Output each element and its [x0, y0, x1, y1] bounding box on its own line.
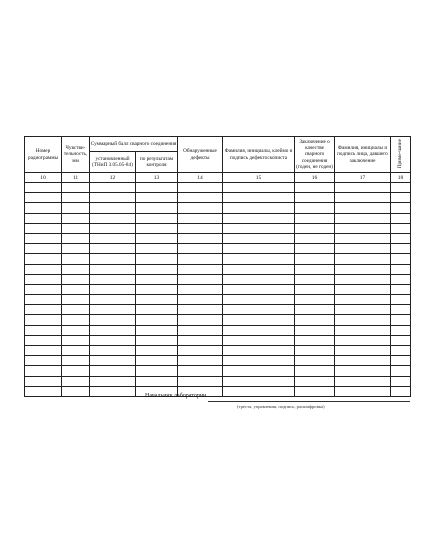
table-cell[interactable] [295, 315, 335, 325]
table-cell[interactable] [295, 305, 335, 315]
table-cell[interactable] [136, 335, 178, 345]
table-cell[interactable] [25, 183, 62, 193]
table-cell[interactable] [223, 183, 295, 193]
table-cell[interactable] [136, 193, 178, 203]
table-cell[interactable] [25, 233, 62, 243]
table-cell[interactable] [295, 244, 335, 254]
table-cell[interactable] [25, 223, 62, 233]
table-cell[interactable] [391, 183, 411, 193]
column-number: 17 [335, 173, 391, 183]
table-cell[interactable] [25, 366, 62, 376]
table-cell[interactable] [335, 233, 391, 243]
table-cell[interactable] [178, 305, 223, 315]
column-number: 10 [25, 173, 62, 183]
table-cell[interactable] [62, 183, 90, 193]
table-cell[interactable] [90, 274, 136, 284]
table-cell[interactable] [335, 264, 391, 274]
radiography-log-table [24, 136, 411, 397]
table-cell[interactable] [90, 264, 136, 274]
table-cell[interactable] [62, 325, 90, 335]
table-cell[interactable] [136, 264, 178, 274]
table-cell[interactable] [335, 274, 391, 284]
table-row [25, 366, 411, 376]
table-cell[interactable] [391, 325, 411, 335]
table-cell[interactable] [62, 223, 90, 233]
table-cell[interactable] [25, 193, 62, 203]
table-cell[interactable] [90, 315, 136, 325]
table-row [25, 335, 411, 345]
table-cell[interactable] [335, 295, 391, 305]
table-cell[interactable] [62, 295, 90, 305]
table-cell[interactable] [295, 366, 335, 376]
table-cell[interactable] [178, 223, 223, 233]
table-cell[interactable] [90, 203, 136, 213]
table-cell[interactable] [90, 233, 136, 243]
table-cell[interactable] [25, 244, 62, 254]
table-cell[interactable] [223, 295, 295, 305]
table-cell[interactable] [335, 376, 391, 386]
table-cell[interactable] [62, 233, 90, 243]
header-conclusion-quality: Заключение о качестве сварного соединения (годен, не годен) [295, 137, 335, 173]
table-cell[interactable] [136, 244, 178, 254]
table-cell[interactable] [295, 335, 335, 345]
table-cell[interactable] [178, 346, 223, 356]
column-number: 16 [295, 173, 335, 183]
table-cell[interactable] [62, 213, 90, 223]
table-cell[interactable] [391, 213, 411, 223]
table-cell[interactable] [90, 386, 136, 396]
table-cell[interactable] [136, 203, 178, 213]
table-cell[interactable] [62, 335, 90, 345]
table-cell[interactable] [391, 335, 411, 345]
table-cell[interactable] [25, 213, 62, 223]
table-cell[interactable] [391, 193, 411, 203]
table-cell[interactable] [223, 274, 295, 284]
table-cell[interactable] [25, 386, 62, 396]
table-cell[interactable] [391, 223, 411, 233]
table-row [25, 213, 411, 223]
table-cell[interactable] [223, 366, 295, 376]
table-cell[interactable] [62, 264, 90, 274]
table-cell[interactable] [391, 264, 411, 274]
column-number: 18 [391, 173, 411, 183]
column-number: 11 [62, 173, 90, 183]
table-cell[interactable] [90, 335, 136, 345]
table-cell[interactable] [136, 315, 178, 325]
header-flaw-detector: Фамилия, инициалы, клеймо и подпись дефектоскописта [223, 137, 295, 173]
table-cell[interactable] [295, 264, 335, 274]
table-cell[interactable] [25, 295, 62, 305]
table-cell[interactable] [391, 315, 411, 325]
table-cell[interactable] [391, 233, 411, 243]
table-cell[interactable] [62, 244, 90, 254]
table-cell[interactable] [62, 284, 90, 294]
column-number: 14 [178, 173, 223, 183]
table-cell[interactable] [178, 295, 223, 305]
table-cell[interactable] [335, 244, 391, 254]
table-row [25, 325, 411, 335]
table-row [25, 264, 411, 274]
table-cell[interactable] [25, 274, 62, 284]
table-cell[interactable] [178, 284, 223, 294]
table-row [25, 193, 411, 203]
header-by-results: по результатам контроля [136, 152, 178, 173]
table-cell[interactable] [25, 335, 62, 345]
table-row [25, 254, 411, 264]
table-cell[interactable] [178, 325, 223, 335]
table-cell[interactable] [391, 274, 411, 284]
table-cell[interactable] [62, 193, 90, 203]
column-number: 13 [136, 173, 178, 183]
table-cell[interactable] [136, 223, 178, 233]
table-cell[interactable] [25, 325, 62, 335]
table-cell[interactable] [25, 284, 62, 294]
table-cell[interactable] [223, 223, 295, 233]
table-cell[interactable] [335, 356, 391, 366]
table-cell[interactable] [178, 213, 223, 223]
table-cell[interactable] [295, 284, 335, 294]
table-cell[interactable] [178, 315, 223, 325]
table-cell[interactable] [62, 356, 90, 366]
table-row [25, 223, 411, 233]
table-row [25, 233, 411, 243]
table-cell[interactable] [90, 346, 136, 356]
table-cell[interactable] [295, 183, 335, 193]
table-row [25, 346, 411, 356]
table-cell[interactable] [295, 203, 335, 213]
table-row [25, 183, 411, 193]
table-cell[interactable] [391, 376, 411, 386]
table-cell[interactable] [136, 366, 178, 376]
table-cell[interactable] [335, 193, 391, 203]
table-cell[interactable] [223, 305, 295, 315]
table-cell[interactable] [90, 193, 136, 203]
table-row [25, 284, 411, 294]
table-cell[interactable] [391, 295, 411, 305]
table-cell[interactable] [335, 223, 391, 233]
table-cell[interactable] [90, 305, 136, 315]
table-cell[interactable] [136, 376, 178, 386]
table-cell[interactable] [136, 254, 178, 264]
table-cell[interactable] [136, 325, 178, 335]
table-cell[interactable] [295, 274, 335, 284]
table-row [25, 305, 411, 315]
column-number-row [25, 173, 411, 183]
table-cell[interactable] [295, 193, 335, 203]
table-cell[interactable] [295, 356, 335, 366]
table-cell[interactable] [178, 193, 223, 203]
table-cell[interactable] [90, 244, 136, 254]
table-cell[interactable] [62, 254, 90, 264]
table-cell[interactable] [223, 284, 295, 294]
table-cell[interactable] [295, 233, 335, 243]
table-cell[interactable] [295, 376, 335, 386]
table-cell[interactable] [223, 356, 295, 366]
table-cell[interactable] [90, 295, 136, 305]
header-established: установленный (ТНиП 3.05.05-84) [90, 152, 136, 173]
signature-label: Начальник лаборатории [145, 393, 207, 399]
table-cell[interactable] [178, 376, 223, 386]
table-cell[interactable] [391, 356, 411, 366]
table-cell[interactable] [223, 233, 295, 243]
table-cell[interactable] [223, 244, 295, 254]
header-note-text: Приме-чание [397, 138, 404, 168]
header-conclusion-signer: Фамилия, инициалы и подпись лица, давшего заключение [335, 137, 391, 173]
table-cell[interactable] [25, 203, 62, 213]
table-cell[interactable] [335, 346, 391, 356]
table-cell[interactable] [335, 213, 391, 223]
table-cell[interactable] [295, 325, 335, 335]
table-cell[interactable] [223, 335, 295, 345]
column-number: 15 [223, 173, 295, 183]
table-cell[interactable] [223, 346, 295, 356]
table-cell[interactable] [62, 203, 90, 213]
table-cell[interactable] [62, 366, 90, 376]
table-cell[interactable] [391, 244, 411, 254]
signature-caption: (треста, управления, подпись, расшифровка) [237, 404, 325, 409]
table-cell[interactable] [25, 346, 62, 356]
table-cell[interactable] [335, 335, 391, 345]
table-cell[interactable] [178, 244, 223, 254]
table-cell[interactable] [90, 284, 136, 294]
table-cell[interactable] [178, 274, 223, 284]
table-cell[interactable] [335, 366, 391, 376]
table-cell[interactable] [136, 213, 178, 223]
table-cell[interactable] [295, 213, 335, 223]
table-cell[interactable] [391, 346, 411, 356]
table-cell[interactable] [25, 315, 62, 325]
table-cell[interactable] [295, 346, 335, 356]
table-cell[interactable] [178, 366, 223, 376]
table-cell[interactable] [90, 254, 136, 264]
table-cell[interactable] [223, 376, 295, 386]
table-cell[interactable] [391, 284, 411, 294]
table-cell[interactable] [90, 325, 136, 335]
header-sensitivity: Чувстви-тельность, мм [62, 137, 90, 173]
table-cell[interactable] [136, 183, 178, 193]
table-cell[interactable] [335, 305, 391, 315]
table-cell[interactable] [335, 203, 391, 213]
table-cell[interactable] [223, 193, 295, 203]
table-cell[interactable] [90, 223, 136, 233]
table-row [25, 376, 411, 386]
table-cell[interactable] [335, 254, 391, 264]
table-cell[interactable] [178, 335, 223, 345]
table-cell[interactable] [335, 183, 391, 193]
table-cell[interactable] [335, 315, 391, 325]
table-cell[interactable] [136, 305, 178, 315]
table-cell[interactable] [90, 366, 136, 376]
table-cell[interactable] [62, 386, 90, 396]
table-cell[interactable] [25, 305, 62, 315]
table-cell[interactable] [136, 356, 178, 366]
table-cell[interactable] [295, 295, 335, 305]
table-row [25, 295, 411, 305]
table-cell[interactable] [90, 356, 136, 366]
table-cell[interactable] [295, 254, 335, 264]
table-cell[interactable] [62, 274, 90, 284]
signature-block [145, 393, 410, 413]
table-row [25, 274, 411, 284]
table-cell[interactable] [178, 356, 223, 366]
table-cell[interactable] [223, 203, 295, 213]
table-cell[interactable] [25, 376, 62, 386]
table-cell[interactable] [223, 264, 295, 274]
table-cell[interactable] [178, 264, 223, 274]
table-cell[interactable] [62, 376, 90, 386]
table-cell[interactable] [178, 203, 223, 213]
header-defects-found: Обнаруженные дефекты [178, 137, 223, 173]
table-cell[interactable] [136, 284, 178, 294]
table-cell[interactable] [295, 223, 335, 233]
table-cell[interactable] [136, 274, 178, 284]
header-total-score: Суммарный балл сварного соединения [90, 137, 178, 152]
column-number: 12 [90, 173, 136, 183]
table-cell[interactable] [90, 183, 136, 193]
table-cell[interactable] [62, 346, 90, 356]
table-cell[interactable] [335, 325, 391, 335]
table-cell[interactable] [25, 264, 62, 274]
table-cell[interactable] [136, 346, 178, 356]
table-cell[interactable] [136, 295, 178, 305]
table-cell[interactable] [178, 254, 223, 264]
table-cell[interactable] [223, 325, 295, 335]
table-cell[interactable] [90, 213, 136, 223]
table-cell[interactable] [25, 254, 62, 264]
table-cell[interactable] [223, 315, 295, 325]
signature-line[interactable] [208, 401, 410, 402]
table-cell[interactable] [335, 284, 391, 294]
table-cell[interactable] [90, 376, 136, 386]
table-cell[interactable] [391, 203, 411, 213]
table-row [25, 203, 411, 213]
table-cell[interactable] [223, 213, 295, 223]
table-cell[interactable] [62, 305, 90, 315]
table-cell[interactable] [391, 366, 411, 376]
table-body [25, 173, 411, 397]
table-cell[interactable] [223, 254, 295, 264]
table-row [25, 244, 411, 254]
table-cell[interactable] [178, 233, 223, 243]
table-cell[interactable] [136, 233, 178, 243]
table-cell[interactable] [25, 356, 62, 366]
table-cell[interactable] [391, 254, 411, 264]
table-row [25, 356, 411, 366]
table-cell[interactable] [178, 183, 223, 193]
table-cell[interactable] [62, 315, 90, 325]
header-note [391, 137, 411, 173]
header-radiogram-number: Номер радиограммы [25, 137, 62, 173]
table-cell[interactable] [391, 305, 411, 315]
table-row [25, 315, 411, 325]
